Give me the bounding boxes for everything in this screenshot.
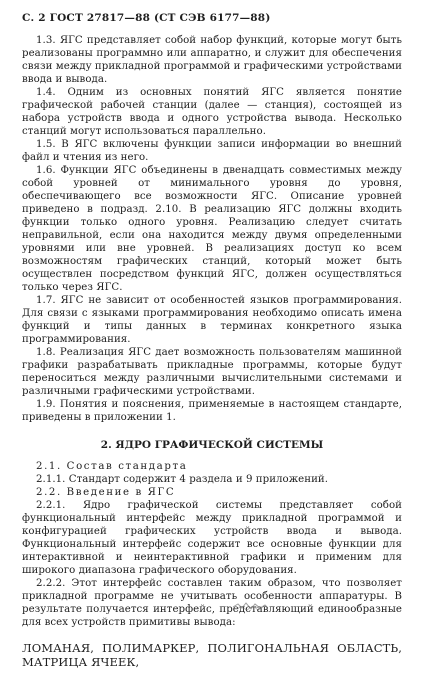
paragraph-1-4: 1.4. Одним из основных понятий ЯГС является понятие графической рабочей станции (далее — станция), состоящей из набора устройств ввода и одного устройства вывода. Несколько станций могут использоваться параллельно. xyxy=(22,87,402,137)
paragraph-2-2-2: 2.2.2. Этот интерфейс составлен таким образом, что позволяет прикладной программе не учитывать особенности аппаратуры. В результате получается интерфейс, представляющий единообразные для всех устройств примитивы вывода: xyxy=(22,578,402,628)
paragraph-1-6: 1.6. Функции ЯГС объединены в двенадцать совместимых между собой уровней от минимального уровня до уровня, обеспечивающего все возможности ЯГС. Описание уровней приведено в подразд. 2.10. В реализацию ЯГС должны входить функции только одного уровня. Реализацию следует считать неправильной, если она находится между двумя определенными уровнями или вне уровней. В реализациях доступ ко всем возможностям графических станций, который может быть осуществлен посредством функций ЯГС, должен осуществляться только через ЯГС. xyxy=(22,165,402,293)
page-header: С. 2 ГОСТ 27817—88 (СТ СЭВ 6177—88) xyxy=(22,12,271,24)
paragraph-1-5: 1.5. В ЯГС включены функции записи информации во внешний файл и чтения из него. xyxy=(22,139,402,163)
paragraph-1-7: 1.7. ЯГС не зависит от особенностей языков программирования. Для связи с языками программирования необходимо описать имена функций и типы данных в терминах конкретного языка программирования. xyxy=(22,295,402,345)
output-primitives-list: ЛОМАНАЯ, ПОЛИМАРКЕР, ПОЛИГОНАЛЬНАЯ ОБЛАСТЬ, МАТРИЦА ЯЧЕЕК, xyxy=(22,640,402,669)
document-page xyxy=(22,10,402,680)
section-1-body xyxy=(22,34,402,424)
paragraph-2-2-1: 2.2.1. Ядро графической системы представляет собой функциональный интерфейс между прикладной программой и конфигурацией графических устройств ввода и вывода. Функциональный интерфейс содержит все основные функции для интерактивной и неинтерактивной графики и применим для широкого диапазона графического оборудования. xyxy=(22,500,402,576)
section-title: 2. ЯДРО ГРАФИЧЕСКОЙ СИСТЕМЫ xyxy=(100,439,324,451)
paragraph-1-8: 1.8. Реализация ЯГС дает возможность пользователям машинной графики разрабатывать прикладные программы, которые будут переноситься между различными вычислительными системами и различными графическими устройствами. xyxy=(22,347,402,397)
ink-smudge xyxy=(232,601,268,611)
paragraph-1-3: 1.3. ЯГС представляет собой набор функций, которые могут быть реализованы программно или аппаратно, и служит для обеспечения связи между прикладной программой и графическими устройствами ввода и вывода. xyxy=(22,35,402,85)
section-2-body xyxy=(22,460,402,669)
subsection-2-1-heading: 2.1. Состав стандарта xyxy=(36,461,188,472)
subsection-2-2-heading: 2.2. Введение в ЯГС xyxy=(36,487,176,498)
paragraph-1-9: 1.9. Понятия и пояснения, применяемые в настоящем стандарте, приведены в приложении 1. xyxy=(22,399,402,423)
paragraph-2-1-1: 2.1.1. Стандарт содержит 4 раздела и 9 приложений. xyxy=(36,474,329,485)
